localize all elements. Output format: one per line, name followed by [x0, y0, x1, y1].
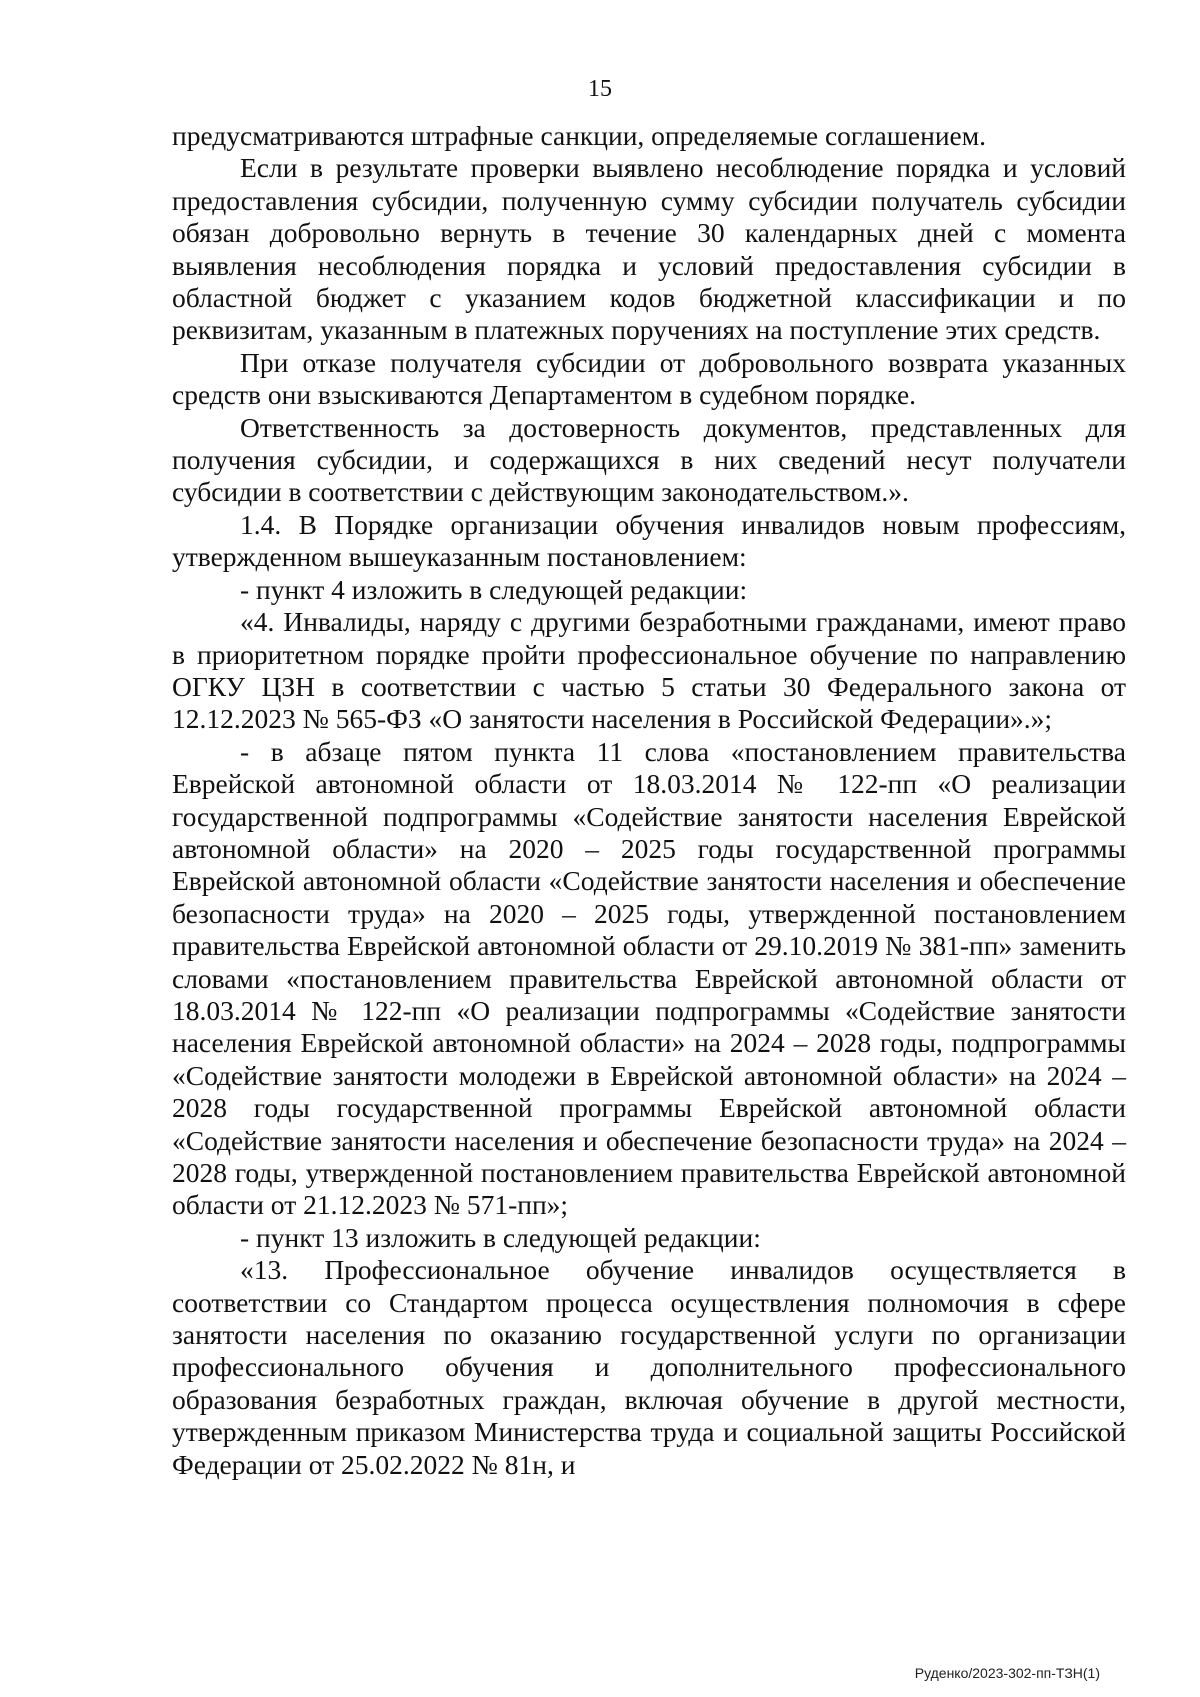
document-footer-code: Руденко/2023-302-пп-ТЗН(1) — [914, 1665, 1100, 1681]
paragraph-item-4-text: «4. Инвалиды, наряду с другими безработными гражданами, имеют право в приоритетном порядке пройти профессиональное обучение по направлению ОГКУ ЦЗН в соответствии с частью 5 статьи 30 Федерального закона от 12.12.2023 № 565-ФЗ «О занятости населения в Российской Федерации».»; — [172, 606, 1126, 735]
paragraph-item-4-intro: - пункт 4 изложить в следующей редакции: — [240, 573, 748, 605]
paragraph-court-recovery: При отказе получателя субсидии от добровольного возврата указанных средств они взыскиваются Департаментом в судебном порядке. — [172, 346, 1126, 411]
paragraph-item-13-text: «13. Профессиональное обучение инвалидов осуществляется в соответствии со Стандартом процесса осуществления полномочия в сфере занятости населения по оказанию государственной услуги по организации профессионального обучения и дополнительного профессионального образования безработных граждан, включая обучение в другой местности, утвержденным приказом Министерства труда и социальной защиты Российской Федерации от 25.02.2022 № 81н, и — [172, 1254, 1126, 1480]
paragraph-section-1-4: 1.4. В Порядке организации обучения инвалидов новым профессиям, утвержденном вышеуказанным постановлением: — [172, 508, 1126, 573]
paragraph-subsidy-refund: Если в результате проверки выявлено несоблюдение порядка и условий предоставления субсидии, полученную сумму субсидии получатель субсидии обязан добровольно вернуть в течение 30 календарных дней с момента выявления несоблюдения порядка и условий предоставления субсидии в областной бюджет с указанием кодов бюджетной классификации и по реквизитам, указанным в платежных поручениях на поступление этих средств. — [172, 152, 1126, 346]
paragraph-item-13-intro: - пункт 13 изложить в следующей редакции: — [240, 1221, 761, 1253]
document-body — [172, 120, 1126, 1481]
page-number: 15 — [588, 76, 612, 102]
paragraph-penalty-sanctions: предусматриваются штрафные санкции, определяемые соглашением. — [172, 120, 987, 151]
paragraph-item-11-amendment: - в абзаце пятом пункта 11 слова «постановлением правительства Еврейской автономной области от 18.03.2014 № 122-пп «О реализации государственной подпрограммы «Содействие занятости населения Еврейской автономной области» на 2020 – 2025 годы государственной программы Еврейской автономной области «Содействие занятости населения и обеспечение безопасности труда» на 2020 – 2025 годы, утвержденной постановлением правительства Еврейской автономной области от 29.10.2019 № 381-пп» заменить словами «постановлением правительства Еврейской автономной области от 18.03.2014 № 122-пп «О реализации подпрограммы «Содействие занятости населения Еврейской автономной области» на 2024 – 2028 годы, подпрограммы «Содействие занятости молодежи в Еврейской автономной области» на 2024 – 2028 годы государственной программы Еврейской автономной области «Содействие занятости населения и обеспечение безопасности труда» на 2024 – 2028 годы, утвержденной постановлением правительства Еврейской автономной области от 21.12.2023 № 571-пп»; — [172, 735, 1126, 1221]
paragraph-responsibility: Ответственность за достоверность документов, представленных для получения субсидии, и содержащихся в них сведений несут получатели субсидии в соответствии с действующим законодательством.». — [172, 411, 1126, 508]
